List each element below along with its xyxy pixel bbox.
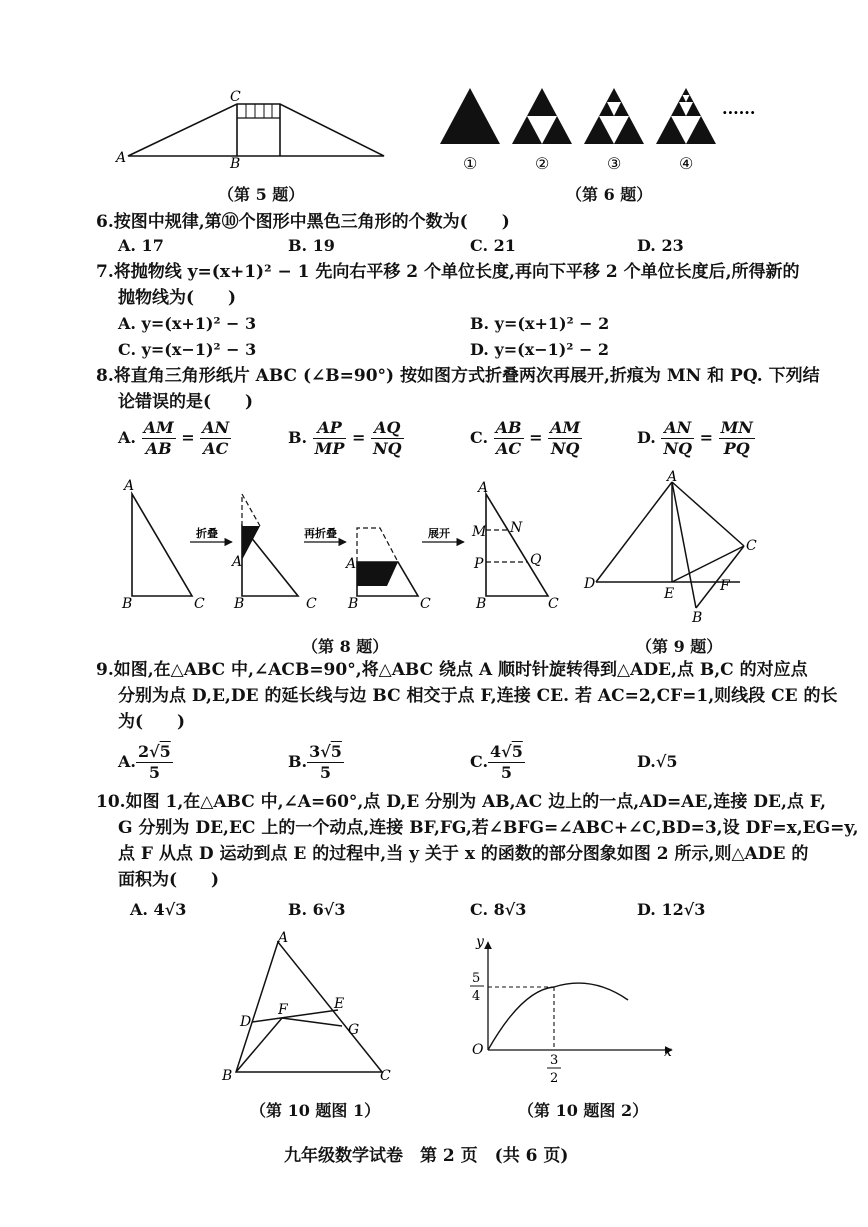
fig8-t4-a: A <box>478 480 489 496</box>
figure-10-2-caption: （第 10 题图 2） <box>518 1101 649 1120</box>
fig8-t4-p: P <box>474 556 484 572</box>
fig6-label-1: ① <box>463 154 478 173</box>
q10-option-c: C. 8√3 <box>470 900 527 919</box>
q9-b-den: 5 <box>319 763 332 782</box>
figure-6-diagram <box>436 84 766 180</box>
q9-option-d <box>637 752 678 771</box>
q10-stem-line2: G 分别为 DE,EC 上的一个动点,连接 BF,FG,若∠BFG=∠ABC+∠C,BD=3,设 DF=x,EG=y, <box>118 818 859 838</box>
fig10a-label-e: E <box>334 996 345 1012</box>
q8-c-den1: AC <box>496 439 522 458</box>
q8-a-num1: AM <box>143 418 174 437</box>
fig8-t4-c: C <box>548 596 559 612</box>
page-footer: 九年级数学试卷 第 2 页 (共 6 页) <box>284 1146 569 1166</box>
q8-option-b: B. $\frac{AP}{MP}$ = $\frac{AQ}{NQ}$ <box>288 418 402 458</box>
fig8-t2-c: C <box>306 596 317 612</box>
fig8-t4-m: M <box>472 524 487 540</box>
figure-5-caption: （第 5 题） <box>218 185 305 204</box>
figure-10-2-graph <box>462 930 682 1090</box>
figure-8-diagram <box>112 474 572 624</box>
q8-option-a: A. $\frac{AM}{AB}$ = $\frac{AN}{AC}$ <box>118 418 230 458</box>
q8-a-den2: AC <box>203 439 229 458</box>
figure-10-1-diagram <box>216 928 406 1088</box>
q8-option-c: C. $\frac{AB}{AC}$ = $\frac{AM}{NQ}$ <box>470 418 581 458</box>
fig8-step1: 折叠 <box>196 527 218 540</box>
q6-option-d: D. 23 <box>637 236 684 255</box>
q10-option-d: D. 12√3 <box>637 900 706 919</box>
fig9-label-f: F <box>720 578 730 594</box>
q9-stem-line1: 9.如图,在△ABC 中,∠ACB=90°,将△ABC 绕点 A 顺时针旋转得到△ADE,点 B,C 的对应点 <box>96 660 808 680</box>
fig8-t3-c: C <box>420 596 431 612</box>
fig10a-label-a: A <box>278 930 289 946</box>
q9-b-coef: 3 <box>309 742 321 761</box>
q10-stem-line4: 面积为( ) <box>118 870 220 890</box>
fig10a-label-d: D <box>240 1014 252 1030</box>
figure-8-caption: （第 8 题） <box>302 637 389 656</box>
fig8-step2: 再折叠 <box>304 527 337 540</box>
q10-option-a: A. 4√3 <box>130 900 187 919</box>
q7-stem-line1: 7.将抛物线 y=(x+1)² − 1 先向右平移 2 个单位长度,再向下平移 2 个单位长度后,所得新的 <box>96 262 800 282</box>
q9-a-letter: A. <box>118 752 136 771</box>
q9-stem-line2: 分别为点 D,E,DE 的延长线与边 BC 相交于点 F,连接 CE. 若 AC=2,CF=1,则线段 CE 的长 <box>118 686 838 706</box>
q8-b-den2: NQ <box>372 439 402 458</box>
fig8-t4-q: Q <box>530 552 542 568</box>
q8-d-den2: PQ <box>723 439 750 458</box>
q9-b-rad: 5 <box>330 742 342 761</box>
fig6-label-4: ④ <box>679 154 694 173</box>
figure-9-caption: （第 9 题） <box>636 637 723 656</box>
q8-option-d-letter: D. <box>637 428 656 447</box>
q8-d-num1: AN <box>661 418 694 439</box>
fig10b-label-x: x <box>664 1044 672 1060</box>
q9-d-value: √5 <box>655 752 678 771</box>
fig10b-x-den: 2 <box>550 1071 559 1086</box>
figure-9-diagram <box>580 470 770 625</box>
fig9-label-e: E <box>664 586 675 602</box>
q10-stem-line3: 点 F 从点 D 运动到点 E 的过程中,当 y 关于 x 的函数的部分图象如图 2 所示,则△ADE 的 <box>118 844 809 864</box>
figure-5-diagram <box>112 88 402 168</box>
fig10b-label-o: O <box>472 1042 484 1058</box>
fig10b-y-num: 5 <box>472 971 481 986</box>
fig10b-x-num: 3 <box>550 1053 559 1068</box>
fig8-t2-b: B <box>234 596 245 612</box>
q6-option-a: A. 17 <box>118 236 164 255</box>
fig8-t4-n: N <box>510 520 523 536</box>
q9-c-rad: 5 <box>511 742 523 761</box>
q9-option-a: A. $\frac{2√5}{5}$ <box>118 742 171 782</box>
q6-option-c: C. 21 <box>470 236 516 255</box>
q9-b-letter: B. <box>288 752 308 771</box>
fig10a-label-c: C <box>380 1068 391 1084</box>
q8-d-den1: NQ <box>663 439 693 458</box>
q7-stem-line2: 抛物线为( ) <box>118 288 237 308</box>
q8-c-num1: AB <box>495 418 522 437</box>
q7-option-a: A. y=(x+1)² − 3 <box>118 314 257 333</box>
q8-c-num2: AM <box>550 418 581 437</box>
q7-option-d: D. y=(x−1)² − 2 <box>470 340 610 359</box>
q8-d-num2: MN <box>720 418 753 437</box>
q7-option-b: B. y=(x+1)² − 2 <box>470 314 610 333</box>
fig6-ellipsis: ······ <box>722 103 756 122</box>
fig8-t3-b: B <box>348 596 359 612</box>
q9-a-den: 5 <box>148 763 160 782</box>
q9-option-c: C. $\frac{4√5}{5}$ <box>470 742 523 782</box>
fig6-label-3: ③ <box>607 154 622 173</box>
fig5-label-c: C <box>230 89 241 105</box>
fig5-label-b: B <box>230 156 241 168</box>
q8-option-b-letter: B. <box>288 428 308 447</box>
q8-stem-line2: 论错误的是( ) <box>118 392 254 412</box>
fig9-label-b: B <box>692 610 703 625</box>
q8-option-c-letter: C. <box>470 428 489 447</box>
q8-option-a-letter: A. <box>118 428 136 447</box>
fig8-t4-b: B <box>476 596 487 612</box>
figure-6-caption: （第 6 题） <box>566 185 653 204</box>
fig8-t2-a: A <box>232 554 243 570</box>
q9-a-coef: 2 <box>137 742 150 761</box>
figure-10-1-caption: （第 10 题图 1） <box>250 1101 381 1120</box>
q10-option-b: B. 6√3 <box>288 900 346 919</box>
fig8-step3: 展开 <box>428 527 450 540</box>
fig9-label-c: C <box>746 538 757 554</box>
fig9-label-d: D <box>584 576 596 592</box>
fig8-t1-c: C <box>194 596 205 612</box>
fig9-label-a: A <box>667 470 678 485</box>
q8-stem-line1: 8.将直角三角形纸片 ABC (∠B=90°) 按如图方式折叠两次再展开,折痕为 MN 和 PQ. 下列结 <box>96 366 820 386</box>
q9-a-rad: 5 <box>159 742 171 761</box>
fig8-t1-b: B <box>122 596 133 612</box>
q9-c-coef: 4 <box>490 742 502 761</box>
q8-a-den1: AB <box>145 439 172 458</box>
q8-option-d: D. $\frac{AN}{NQ}$ = $\frac{MN}{PQ}$ <box>637 418 753 458</box>
q9-option-b: B. $\frac{3√5}{5}$ <box>288 742 342 782</box>
fig10b-label-y: y <box>476 934 484 950</box>
q7-option-c: C. y=(x−1)² − 3 <box>118 340 257 359</box>
q8-a-num2: AN <box>202 418 230 437</box>
q9-c-den: 5 <box>500 763 512 782</box>
q8-b-num1: AP <box>313 418 347 439</box>
q8-b-num2: AQ <box>371 418 404 439</box>
q9-c-letter: C. <box>470 752 489 771</box>
q10-stem-line1: 10.如图 1,在△ABC 中,∠A=60°,点 D,E 分别为 AB,AC 边上的一点,AD=AE,连接 DE,点 F, <box>96 792 827 812</box>
fig10a-label-g: G <box>348 1022 360 1038</box>
q6-stem: 6.按图中规律,第⑩个图形中黑色三角形的个数为( ) <box>96 212 510 232</box>
q8-b-den1: MP <box>314 439 345 458</box>
fig5-label-a: A <box>116 150 127 166</box>
fig10a-label-f: F <box>278 1002 288 1018</box>
fig10b-y-den: 4 <box>472 989 481 1004</box>
q9-d-letter: D. <box>637 752 656 771</box>
q6-option-b: B. 19 <box>288 236 335 255</box>
fig8-t3-a: A <box>346 556 357 572</box>
q8-c-den2: NQ <box>550 439 580 458</box>
fig10a-label-b: B <box>222 1068 233 1084</box>
fig8-t1-a: A <box>124 478 135 494</box>
fig6-label-2: ② <box>535 154 550 173</box>
q9-stem-line3: 为( ) <box>118 712 186 732</box>
